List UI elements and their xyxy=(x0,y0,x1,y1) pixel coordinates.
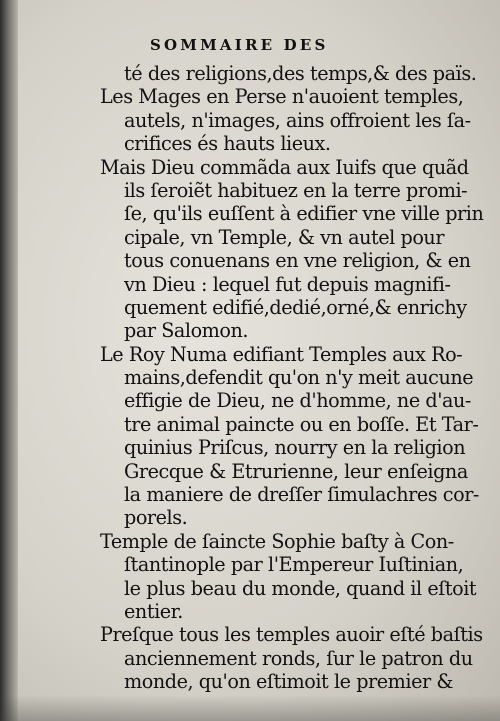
paragraph xyxy=(100,529,477,624)
text-line: Les Mages en Perse n'auoient temples, xyxy=(100,85,464,109)
paragraph xyxy=(100,62,477,85)
page-bottom-shadow xyxy=(0,695,500,721)
text-line: porels. xyxy=(124,506,188,530)
text-line: Temple de ſaincte Sophie baſty à Con- xyxy=(100,529,454,553)
text-line: cipale, vn Temple, & vn autel pour xyxy=(124,225,445,249)
text-line: tre animal paincte ou en boſſe. Et Tar- xyxy=(124,412,479,436)
text-line: Preſque tous les temples auoir eſté baſtis xyxy=(100,623,483,647)
text-line: entier. xyxy=(124,599,183,623)
page-gutter-edge xyxy=(0,0,18,721)
text-line: Le Roy Numa edifiant Temples aux Ro- xyxy=(100,342,463,366)
text-line: Mais Dieu commãda aux Iuifs que quãd xyxy=(100,155,469,179)
text-line: le plus beau du monde, quand il eſtoit xyxy=(124,576,477,600)
page-body xyxy=(100,62,484,694)
text-line: autels, n'images, ains offroient les ſa- xyxy=(124,108,471,132)
text-line: ſtantinople par l'Empereur Iuſtinian, xyxy=(124,553,464,577)
running-head: SOMMAIRE DES xyxy=(150,36,329,54)
paragraph xyxy=(100,342,479,530)
text-line: tous conuenans en vne religion, & en xyxy=(124,249,471,273)
text-line: ils ſeroiẽt habituez en la terre promi- xyxy=(124,178,468,202)
text-line: effigie de Dieu, ne d'homme, ne d'au- xyxy=(124,389,471,413)
text-line: la maniere de dreſſer ſimulachres cor- xyxy=(124,483,479,507)
paragraph xyxy=(100,155,484,343)
text-line: anciennement ronds, ſur le patron du xyxy=(124,646,473,670)
text-line: ſe, qu'ils euſſent à edifier vne ville prin xyxy=(124,202,484,226)
text-line: monde, qu'on eſtimoit le premier & xyxy=(124,670,453,694)
paragraph xyxy=(100,85,471,156)
text-line: par Salomon. xyxy=(124,319,249,343)
text-line: vn Dieu : lequel fut depuis magnifi- xyxy=(124,272,451,296)
text-line: Grecque & Etrurienne, leur enſeigna xyxy=(124,459,468,483)
text-line: mains,defendit qu'on n'y meit aucune xyxy=(124,366,474,390)
text-line: quinius Priſcus, nourry en la religion xyxy=(124,436,466,460)
paragraph xyxy=(100,623,483,694)
text-line: quement edifié,dedié,orné,& enrichy xyxy=(124,295,467,319)
text-line: crifices és hauts lieux. xyxy=(124,132,331,156)
text-line: té des religions,des temps,& des païs. xyxy=(124,62,477,85)
